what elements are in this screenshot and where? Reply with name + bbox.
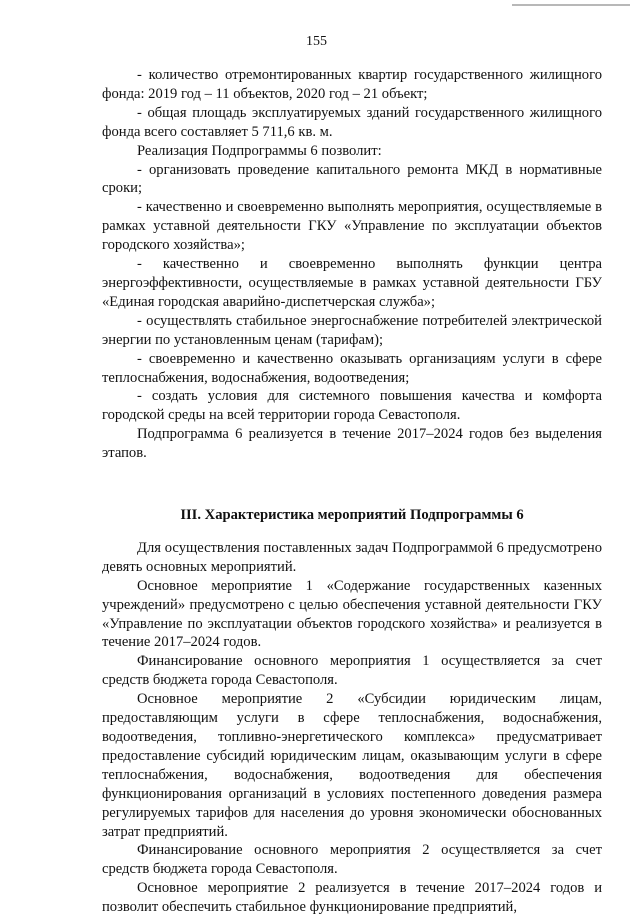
paragraph: Для осуществления поставленных задач Подпрограммой 6 предусмотрено девять основных мероприятий. [102,539,602,575]
paragraph: - качественно и своевременно выполнять функции центра энергоэффективности, осуществляемые в рамках уставной деятельности ГБУ «Единая городская аварийно-диспетчерская служба»; [102,256,602,310]
paragraph: - качественно и своевременно выполнять мероприятия, осуществляемые в рамках уставной деятельности ГКУ «Управление по эксплуатации объектов городского хозяйства»; [102,199,602,254]
paragraph: Финансирование основного мероприятия 1 осуществляется за счет средств бюджета города Севастополя. [102,653,602,689]
page-number: 155 [306,34,327,49]
section-heading: III. Характеристика мероприятий Подпрограммы 6 [180,507,524,524]
paragraph: - общая площадь эксплуатируемых зданий государственного жилищного фонда всего составляет 5 711,6 кв. м. [102,104,602,140]
scan-edge-line [512,4,630,6]
page-body [102,66,602,917]
paragraph: - организовать проведение капитального ремонта МКД в нормативные сроки; [102,161,602,197]
paragraph: Подпрограмма 6 реализуется в течение 2017–2024 годов без выделения этапов. [102,426,602,462]
paragraph: - количество отремонтированных квартир государственного жилищного фонда: 2019 год – 11 объектов, 2020 год – 21 объект; [102,67,602,102]
paragraph: Финансирование основного мероприятия 2 осуществляется за счет средств бюджета города Севастополя. [102,842,602,878]
paragraph: - создать условия для системного повышения качества и комфорта городской среды на всей территории города Севастополя. [102,388,602,424]
paragraph: - осуществлять стабильное энергоснабжение потребителей электрической энергии по установленным ценам (тарифам); [102,312,602,348]
paragraph: Основное мероприятие 2 «Субсидии юридическим лицам, предоставляющим услуги в сфере теплоснабжения, водоснабжения, водоотведения, топливно-энергетического комплекса» предусматривает предоставление субсидий юридическим лицам, оказывающим услуги в сфере теплоснабжения, водоснабжения, водоотведения для обеспечения функционирования организаций в условиях постепенного доведения размера регулируемых тарифов для населения до уровня экономически обоснованных затрат предприятий. [102,691,602,840]
paragraph: - своевременно и качественно оказывать организациям услуги в сфере теплоснабжения, водоснабжения, водоотведения; [102,350,602,386]
paragraph: Основное мероприятие 2 реализуется в течение 2017–2024 годов и позволит обеспечить стабильное функционирование предприятий, [102,880,602,916]
paragraph: Реализация Подпрограммы 6 позволит: [137,142,382,159]
paragraph: Основное мероприятие 1 «Содержание государственных казенных учреждений» предусмотрено с целью обеспечения уставной деятельности ГКУ «Управление по эксплуатации объектов городского хозяйства» и реализуется в течение 2017–2024 годов. [102,577,602,651]
